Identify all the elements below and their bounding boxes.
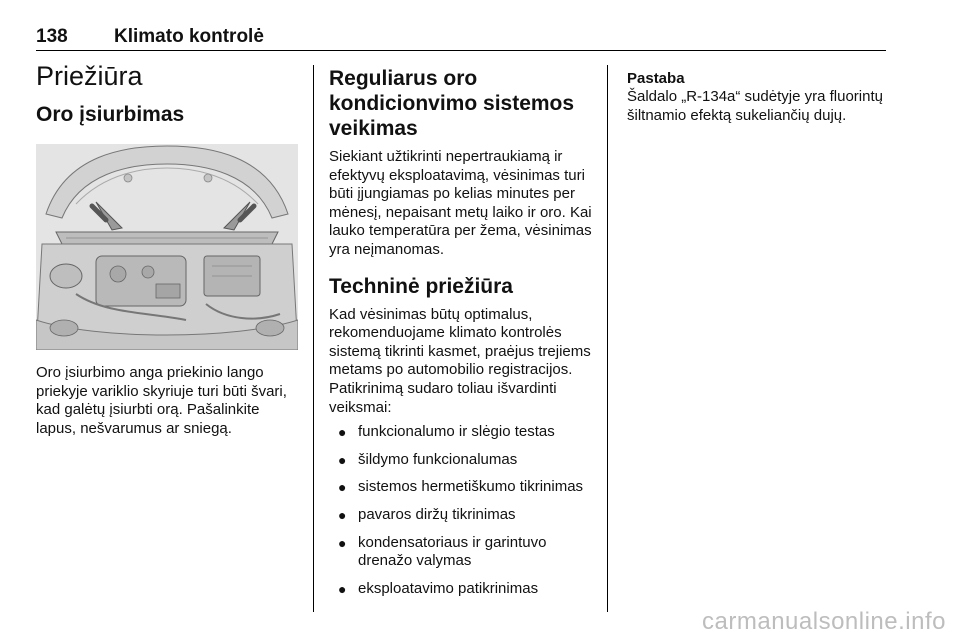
list-item: ● eksploatavimo patikrinimas bbox=[338, 579, 539, 597]
watermark: carmanualsonline.info bbox=[702, 608, 946, 635]
header-divider bbox=[36, 50, 886, 51]
column-left bbox=[36, 60, 300, 438]
list-item: ● pavaros diržų tikrinimas bbox=[338, 505, 516, 523]
bullet-icon: ● bbox=[338, 424, 347, 441]
bullet-icon: ● bbox=[338, 580, 347, 597]
air-intake-paragraph: Oro įsiurbimo anga priekinio lango priekyje variklio skyriuje turi būti švari, kad galėtų įsiurbti orą. Pašalinkite lapus, nešvarumus ar sniegą. bbox=[36, 364, 287, 437]
list-item: ● sistemos hermetiškumo tikrinimas bbox=[338, 478, 584, 496]
car-hood-open-illustration bbox=[36, 144, 298, 350]
service-heading: Techninė priežiūra bbox=[329, 274, 513, 298]
bullet-icon: ● bbox=[338, 534, 347, 551]
chapter-title: Klimato kontrolė bbox=[114, 26, 264, 47]
engine-bay-drawing bbox=[36, 144, 298, 350]
service-checklist bbox=[329, 423, 595, 598]
note-title: Pastaba bbox=[627, 70, 685, 87]
service-paragraph: Kad vėsinimas būtų optimalus, rekomenduojame klimato kontrolės sistemą tikrinti kasmet, praėjus trejiems metams po automobilio registracijos. Patikrinimą sudaro toliau išvardinti veiksmai: bbox=[329, 305, 591, 416]
column-right bbox=[627, 66, 889, 125]
bullet-icon: ● bbox=[338, 451, 347, 468]
list-item: ● šildymo funkcionalumas bbox=[338, 450, 518, 468]
list-item: ● funkcionalumo ir slėgio testas bbox=[338, 423, 555, 441]
column-divider-2 bbox=[607, 65, 608, 612]
ac-operation-paragraph: Siekiant užtikrinti nepertraukiamą ir efektyvų eksploatavimą, vėsinimas turi būti įjungiamas po kelias minutes per mėnesį, nepaisant metų laiko ir oro. Kai lauko temperatūra per žema, vėsinimas yra neįmanomas. bbox=[329, 148, 592, 258]
column-divider-1 bbox=[313, 65, 314, 612]
bullet-icon: ● bbox=[338, 506, 347, 523]
column-middle bbox=[329, 66, 595, 607]
ac-operation-heading: Reguliarus oro kondicionvimo sistemos veikimas bbox=[329, 67, 575, 140]
bullet-icon: ● bbox=[338, 479, 347, 496]
section-title: Priežiūra bbox=[36, 61, 143, 91]
list-item: ● kondensatoriaus ir garintuvo drenažo valymas bbox=[338, 533, 547, 570]
page-number: 138 bbox=[36, 26, 68, 47]
note-text: Šaldalo „R-134a“ sudėtyje yra fluorintų šiltnamio efektą sukeliančių dujų. bbox=[627, 88, 883, 124]
subsection-title: Oro įsiurbimas bbox=[36, 103, 185, 126]
page-header bbox=[36, 26, 886, 52]
